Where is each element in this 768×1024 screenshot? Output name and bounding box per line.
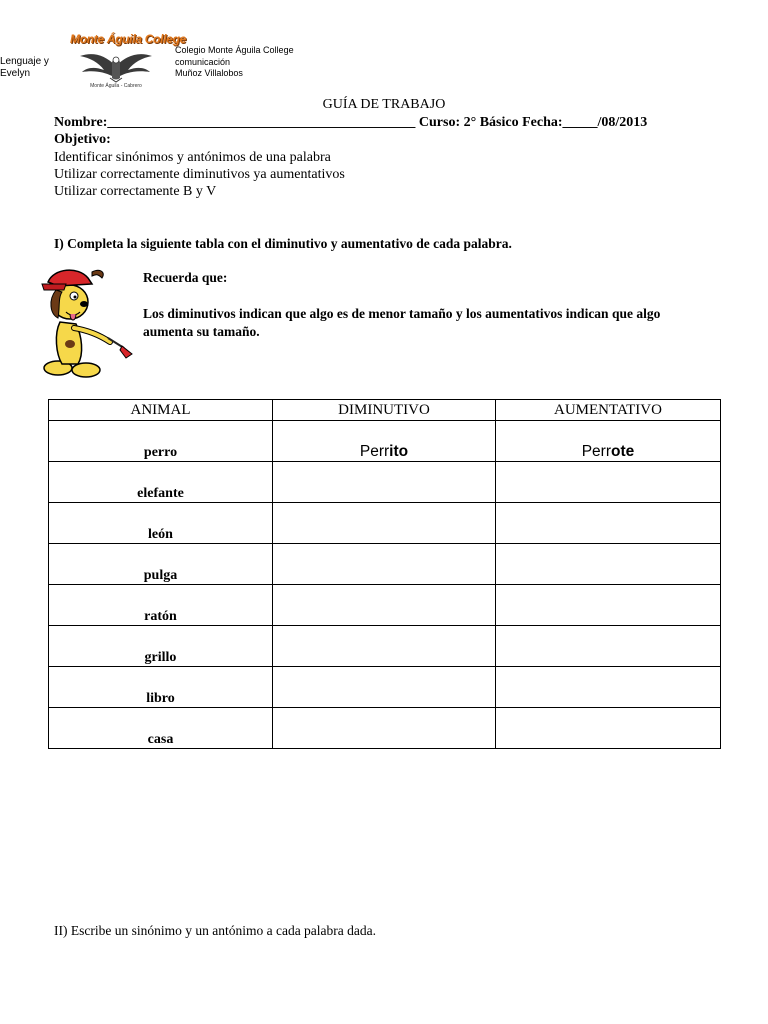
column-header-animal: ANIMAL xyxy=(49,400,273,421)
objective-item: Identificar sinónimos y antónimos de una palabra xyxy=(54,150,331,165)
table-row xyxy=(49,544,721,585)
teacher-last-name: Muñoz Villalobos xyxy=(175,68,243,78)
objective-item: Utilizar correctamente B y V xyxy=(54,184,217,199)
cartoon-dog-image xyxy=(40,262,136,380)
table-row xyxy=(49,585,721,626)
table-row xyxy=(49,421,721,462)
animal-cell: león xyxy=(49,503,273,544)
reminder-note: Los diminutivos indican que algo es de menor tamaño y los aumentativos indican que algo aumenta su tamaño. xyxy=(143,306,661,339)
teacher-first-name: Evelyn xyxy=(0,68,31,79)
objective-label: Objetivo: xyxy=(54,132,111,147)
augmentative-blank-cell[interactable] xyxy=(496,462,721,503)
augmentative-base: Perr xyxy=(581,443,612,460)
school-info xyxy=(175,45,294,80)
augmentative-suffix: ote xyxy=(611,443,635,460)
dog-illustration xyxy=(40,262,136,380)
animal-cell: pulga xyxy=(49,544,273,585)
augmentative-blank-cell[interactable] xyxy=(496,585,721,626)
animal-cell: libro xyxy=(49,667,273,708)
section-1-instruction: I) Completa la siguiente tabla con el diminutivo y aumentativo de cada palabra. xyxy=(54,236,512,251)
augmentative-blank-cell[interactable] xyxy=(496,503,721,544)
augmentative-blank-cell[interactable] xyxy=(496,544,721,585)
diminutive-blank-cell[interactable] xyxy=(273,708,496,749)
table-row xyxy=(49,708,721,749)
table-row xyxy=(49,503,721,544)
augmentative-blank-cell[interactable] xyxy=(496,708,721,749)
document-title: GUÍA DE TRABAJO xyxy=(322,97,446,112)
diminutive-augmentative-table xyxy=(48,399,721,749)
school-logo xyxy=(70,32,187,94)
diminutive-suffix: ito xyxy=(389,443,409,460)
augmentative-blank-cell[interactable] xyxy=(496,626,721,667)
column-header-augmentative: AUMENTATIVO xyxy=(496,400,721,421)
augmentative-example-cell xyxy=(496,421,721,462)
logo-title: Monte Águila College xyxy=(70,32,187,46)
table-row xyxy=(49,626,721,667)
student-info-line: Nombre:____________________________________________ Curso: 2° Básico Fecha:_____/08/2013 xyxy=(54,115,648,130)
animal-cell: ratón xyxy=(49,585,273,626)
diminutive-blank-cell[interactable] xyxy=(273,503,496,544)
subject-line-2: comunicación xyxy=(175,56,231,67)
reminder-label: Recuerda que: xyxy=(143,270,228,285)
section-2-instruction: II) Escribe un sinónimo y un antónimo a cada palabra dada. xyxy=(54,923,377,938)
logo-caption: Monte Águila - Cabrero xyxy=(90,83,142,89)
augmentative-blank-cell[interactable] xyxy=(496,667,721,708)
school-name: Colegio Monte Águila College xyxy=(175,45,294,55)
animal-cell: grillo xyxy=(49,626,273,667)
diminutive-example-cell xyxy=(273,421,496,462)
animal-cell: perro xyxy=(49,421,273,462)
table-row xyxy=(49,462,721,503)
subject-label xyxy=(0,56,49,80)
diminutive-blank-cell[interactable] xyxy=(273,544,496,585)
diminutive-blank-cell[interactable] xyxy=(273,626,496,667)
diminutive-base: Perr xyxy=(359,443,390,460)
table-row xyxy=(49,667,721,708)
column-header-diminutive: DIMINUTIVO xyxy=(273,400,496,421)
diminutive-blank-cell[interactable] xyxy=(273,667,496,708)
table-header-row xyxy=(49,400,721,421)
objective-item: Utilizar correctamente diminutivos ya aumentativos xyxy=(54,167,345,182)
animal-cell: elefante xyxy=(49,462,273,503)
diminutive-blank-cell[interactable] xyxy=(273,585,496,626)
subject-line-1: Lenguaje y xyxy=(0,56,49,67)
animal-cell: casa xyxy=(49,708,273,749)
diminutive-blank-cell[interactable] xyxy=(273,462,496,503)
